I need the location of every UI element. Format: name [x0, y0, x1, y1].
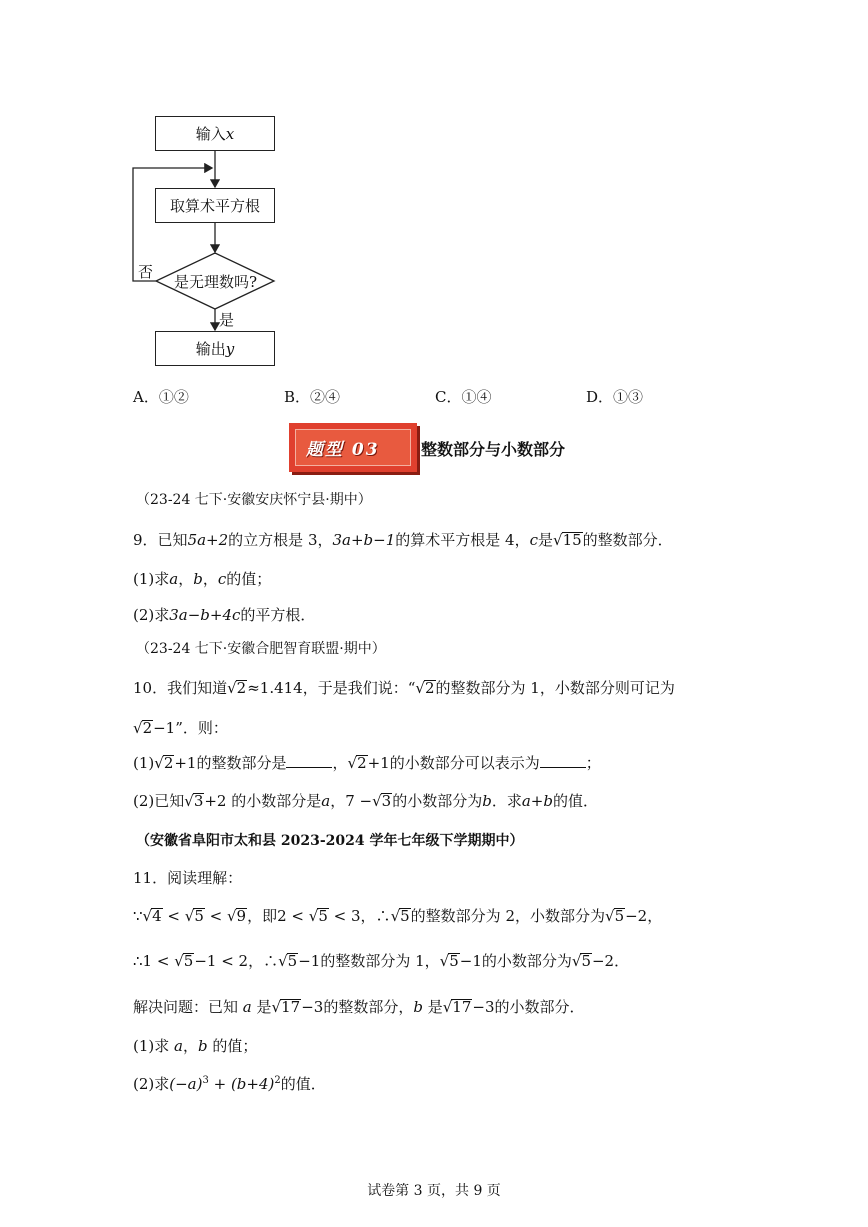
q9-part2: (2)求3a−b+4c的平方根．: [133, 606, 316, 624]
answer-blank-2[interactable]: [540, 753, 586, 768]
option-b: B．②④: [284, 388, 341, 406]
q10-source: （23-24 七下·安徽合肥智育联盟·期中）: [136, 641, 386, 657]
q11-solve: 解决问题：已知 a 是√17−3的整数部分，b 是√17−3的小数部分．: [133, 998, 585, 1016]
section-badge: 题型 03: [289, 423, 417, 472]
q11-intro: 11．阅读理解：: [133, 869, 243, 887]
no-label: 否: [138, 263, 154, 281]
q11-part1: (1)求 a，b 的值；: [133, 1037, 258, 1055]
q10-stem-line1: 10．我们知道√2≈1.414，于是我们说：“√2的整数部分为 1，小数部分则可记为: [133, 679, 675, 697]
yes-label: 是: [219, 311, 235, 329]
q11-line1: ∵√4 < √5 < √9，即2 < √5 < 3，∴√5的整数部分为 2，小数部分为√5−2，: [133, 907, 663, 925]
q10-stem-line2: √2−1”．则：: [133, 719, 228, 737]
q10-part1: (1)√2+1的整数部分是 ，√2+1的小数部分可以表示为 ；: [133, 754, 601, 772]
section-title: 整数部分与小数部分: [421, 440, 566, 459]
q11-source: （安徽省阜阳市太和县 2023-2024 学年七年级下学期期中）: [136, 833, 524, 849]
input-box: 输入 x: [155, 116, 275, 151]
output-box: 输出 y: [155, 331, 275, 366]
answer-blank-1[interactable]: [286, 753, 332, 768]
q9-part1: (1)求a，b，c的值；: [133, 570, 272, 588]
decision-label: 是无理数吗?: [174, 273, 258, 291]
option-d: D．①③: [586, 388, 644, 406]
q11-line2: ∴1 < √5−1 < 2，∴√5−1的整数部分为 1，√5−1的小数部分为√5−2．: [133, 952, 630, 970]
q10-part2: (2)已知√3+2 的小数部分是a，7 −√3的小数部分为b．求a+b的值．: [133, 792, 598, 810]
page-footer: 试卷第 3 页，共 9 页: [367, 1183, 501, 1199]
q11-part2: (2)求$(-a)^3 + (b+4)^2$的值．: [133, 1075, 326, 1093]
option-a: A．①②: [133, 388, 189, 406]
option-c: C．①④: [435, 388, 492, 406]
q9-stem: 9．已知5a+2的立方根是 3，3a+b−1的算术平方根是 4，c是√15的整数部分．: [133, 531, 673, 549]
flowchart-connectors: [0, 0, 868, 400]
q9-source: （23-24 七下·安徽安庆怀宁县·期中）: [136, 492, 372, 508]
process-box: 取算术平方根: [155, 188, 275, 223]
